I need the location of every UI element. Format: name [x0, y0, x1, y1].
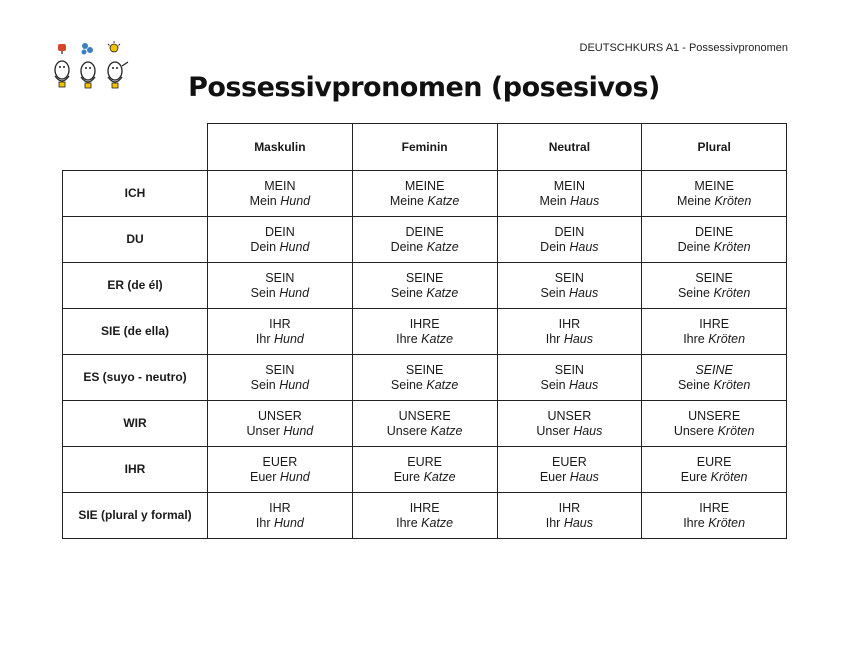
example-phrase: [208, 378, 352, 393]
example-article: Ihre: [683, 331, 705, 346]
possessive-form: MEIN: [553, 178, 585, 193]
row-header-pronoun: SIE (de ella): [63, 309, 208, 355]
example-phrase: [642, 516, 786, 531]
example-noun: Hund: [273, 515, 304, 530]
example-phrase: [353, 240, 497, 255]
example-article: Seine: [390, 285, 423, 300]
possessive-form: DEINE: [405, 224, 444, 239]
example-phrase: [208, 470, 352, 485]
example-article: Seine: [390, 377, 423, 392]
pronoun-cell: [642, 401, 787, 447]
example-article: Ihr: [255, 515, 271, 530]
example-noun: Haus: [569, 285, 599, 300]
example-noun: Haus: [570, 193, 600, 208]
pronoun-cell: [352, 171, 497, 217]
pronoun-cell: [208, 401, 353, 447]
example-phrase: [498, 424, 642, 439]
row-header-pronoun: DU: [63, 217, 208, 263]
pronoun-cell: [497, 217, 642, 263]
example-noun: Kröten: [713, 377, 751, 392]
example-phrase: [498, 516, 642, 531]
example-phrase: [642, 470, 786, 485]
example-phrase: [208, 194, 352, 209]
possessive-form: SEIN: [554, 362, 584, 377]
possessive-form: DEIN: [264, 224, 295, 239]
example-phrase: [498, 286, 642, 301]
pronoun-cell: [497, 355, 642, 401]
example-article: Sein: [540, 285, 566, 300]
row-header-pronoun: WIR: [63, 401, 208, 447]
possessive-form: DEINE: [695, 224, 734, 239]
example-noun: Hund: [279, 285, 310, 300]
example-noun: Haus: [563, 331, 593, 346]
example-noun: Hund: [280, 193, 311, 208]
pronoun-cell: [497, 401, 642, 447]
pronoun-cell: [352, 263, 497, 309]
example-noun: Haus: [563, 515, 593, 530]
example-article: Ihr: [545, 331, 561, 346]
example-phrase: [208, 424, 352, 439]
example-article: Eure: [680, 469, 708, 484]
example-phrase: [642, 194, 786, 209]
pronoun-cell: [208, 171, 353, 217]
pronoun-cell: [642, 309, 787, 355]
possessive-form: EUER: [552, 454, 587, 469]
example-article: Unser: [536, 423, 570, 438]
pronoun-cell: [208, 447, 353, 493]
example-phrase: [642, 240, 786, 255]
example-article: Ihr: [545, 515, 561, 530]
example-noun: Katze: [421, 331, 454, 346]
example-article: Seine: [677, 377, 710, 392]
example-phrase: [208, 332, 352, 347]
example-phrase: [642, 424, 786, 439]
row-header-pronoun: ICH: [63, 171, 208, 217]
example-article: Unsere: [386, 423, 428, 438]
table-corner-cell: [63, 124, 208, 171]
possessive-form: SEIN: [265, 270, 295, 285]
example-article: Dein: [250, 239, 277, 254]
example-noun: Kröten: [714, 193, 752, 208]
example-noun: Katze: [430, 423, 463, 438]
example-article: Seine: [677, 285, 710, 300]
example-noun: Hund: [279, 377, 310, 392]
pronoun-cell: [352, 447, 497, 493]
example-phrase: [498, 240, 642, 255]
example-phrase: [353, 424, 497, 439]
column-header-feminin: Feminin: [352, 124, 497, 171]
possessive-form: SEINE: [405, 362, 444, 377]
possessive-form: DEIN: [554, 224, 585, 239]
example-phrase: [642, 378, 786, 393]
example-phrase: [208, 286, 352, 301]
example-noun: Hund: [279, 469, 310, 484]
pronoun-cell: [497, 171, 642, 217]
pronoun-cell: [352, 493, 497, 539]
table-row: [63, 217, 787, 263]
possessive-form: MEIN: [264, 178, 296, 193]
possessive-form: MEINE: [404, 178, 445, 193]
possessive-form: UNSER: [257, 408, 302, 423]
page-title: [0, 72, 848, 103]
example-noun: Haus: [569, 469, 599, 484]
column-header-plural: Plural: [642, 124, 787, 171]
possessive-form: IHR: [558, 316, 581, 331]
example-article: Deine: [677, 239, 711, 254]
example-article: Dein: [540, 239, 566, 254]
pronoun-cell: [208, 309, 353, 355]
example-phrase: [353, 470, 497, 485]
possessive-form: EUER: [262, 454, 298, 469]
example-phrase: [498, 194, 642, 209]
possessive-form: UNSERE: [398, 408, 451, 423]
possessive-form: MEINE: [694, 178, 734, 193]
example-article: Sein: [540, 377, 566, 392]
example-article: Mein: [249, 193, 277, 208]
example-noun: Kröten: [708, 331, 746, 346]
example-noun: Kröten: [708, 515, 746, 530]
possessive-form: SEINE: [405, 270, 444, 285]
example-article: Deine: [390, 239, 424, 254]
table-row: [63, 171, 787, 217]
pronoun-cell: [497, 263, 642, 309]
pronoun-cell: [208, 355, 353, 401]
pronoun-cell: [352, 355, 497, 401]
example-article: Meine: [676, 193, 711, 208]
possessive-form: SEINE: [695, 362, 733, 377]
example-phrase: [642, 286, 786, 301]
example-phrase: [208, 516, 352, 531]
row-header-pronoun: SIE (plural y formal): [63, 493, 208, 539]
pronoun-cell: [642, 171, 787, 217]
example-phrase: [353, 332, 497, 347]
example-article: Ihre: [396, 515, 418, 530]
possessive-form: IHRE: [699, 316, 730, 331]
example-phrase: [353, 516, 497, 531]
example-noun: Katze: [421, 515, 454, 530]
pronoun-cell: [642, 447, 787, 493]
example-article: Sein: [250, 285, 276, 300]
possessive-form: SEIN: [265, 362, 295, 377]
possessive-form: EURE: [696, 454, 732, 469]
example-article: Eure: [393, 469, 421, 484]
example-noun: Hund: [273, 331, 304, 346]
example-article: Euer: [539, 469, 567, 484]
table-row: [63, 355, 787, 401]
column-header-neutral: Neutral: [497, 124, 642, 171]
possessive-form: UNSERE: [688, 408, 741, 423]
row-header-pronoun: ER (de él): [63, 263, 208, 309]
example-noun: Haus: [569, 377, 599, 392]
pronoun-cell: [642, 217, 787, 263]
pronoun-cell: [208, 263, 353, 309]
example-article: Meine: [389, 193, 424, 208]
pronoun-cell: [497, 493, 642, 539]
example-noun: Katze: [427, 193, 460, 208]
example-noun: Haus: [569, 239, 599, 254]
example-noun: Kröten: [713, 239, 751, 254]
example-noun: Katze: [426, 377, 459, 392]
pronoun-cell: [208, 493, 353, 539]
pronoun-cell: [208, 217, 353, 263]
pronoun-cell: [497, 447, 642, 493]
example-noun: Kröten: [710, 469, 748, 484]
example-phrase: [498, 378, 642, 393]
pronoun-cell: [352, 309, 497, 355]
possessive-pronoun-table: [62, 123, 787, 539]
example-noun: Katze: [423, 469, 456, 484]
row-header-pronoun: ES (suyo - neutro): [63, 355, 208, 401]
possessive-form: EURE: [407, 454, 442, 469]
possessive-form: SEIN: [554, 270, 584, 285]
example-phrase: [642, 332, 786, 347]
example-noun: Hund: [283, 423, 314, 438]
example-noun: Hund: [279, 239, 310, 254]
table-row: [63, 447, 787, 493]
example-phrase: [498, 470, 642, 485]
pronoun-cell: [352, 217, 497, 263]
possessive-form: IHRE: [699, 500, 730, 515]
example-phrase: [353, 378, 497, 393]
example-noun: Kröten: [713, 285, 751, 300]
table-row: [63, 309, 787, 355]
example-phrase: [353, 194, 497, 209]
example-noun: Katze: [426, 239, 459, 254]
pronoun-cell: [642, 355, 787, 401]
example-article: Sein: [250, 377, 276, 392]
example-article: Ihr: [255, 331, 271, 346]
example-noun: Katze: [426, 285, 459, 300]
table-row: [63, 263, 787, 309]
page-title-text: Possessivpronomen (posesivos): [188, 72, 660, 103]
table-row: [63, 493, 787, 539]
table-body: [63, 171, 787, 539]
pronoun-cell: [497, 309, 642, 355]
example-article: Ihre: [396, 331, 418, 346]
table-header-row: [63, 124, 787, 171]
table-row: [63, 401, 787, 447]
possessive-form: IHRE: [409, 316, 440, 331]
possessive-form: IHRE: [409, 500, 440, 515]
example-article: Unser: [246, 423, 280, 438]
column-header-maskulin: Maskulin: [208, 124, 353, 171]
example-article: Euer: [249, 469, 277, 484]
possessive-form: UNSER: [547, 408, 592, 423]
pronoun-cell: [642, 263, 787, 309]
pronoun-cell: [642, 493, 787, 539]
row-header-pronoun: IHR: [63, 447, 208, 493]
possessive-form: IHR: [558, 500, 581, 515]
example-noun: Kröten: [717, 423, 755, 438]
example-noun: Haus: [573, 423, 603, 438]
possessive-form: IHR: [269, 316, 291, 331]
example-phrase: [498, 332, 642, 347]
example-article: Ihre: [683, 515, 705, 530]
example-article: Mein: [539, 193, 567, 208]
example-phrase: [353, 286, 497, 301]
example-article: Unsere: [673, 423, 715, 438]
example-phrase: [208, 240, 352, 255]
possessive-form: SEINE: [695, 270, 733, 285]
course-label: DEUTSCHKURS A1 - Possessivpronomen: [579, 42, 788, 54]
possessive-form: IHR: [269, 500, 291, 515]
pronoun-cell: [352, 401, 497, 447]
